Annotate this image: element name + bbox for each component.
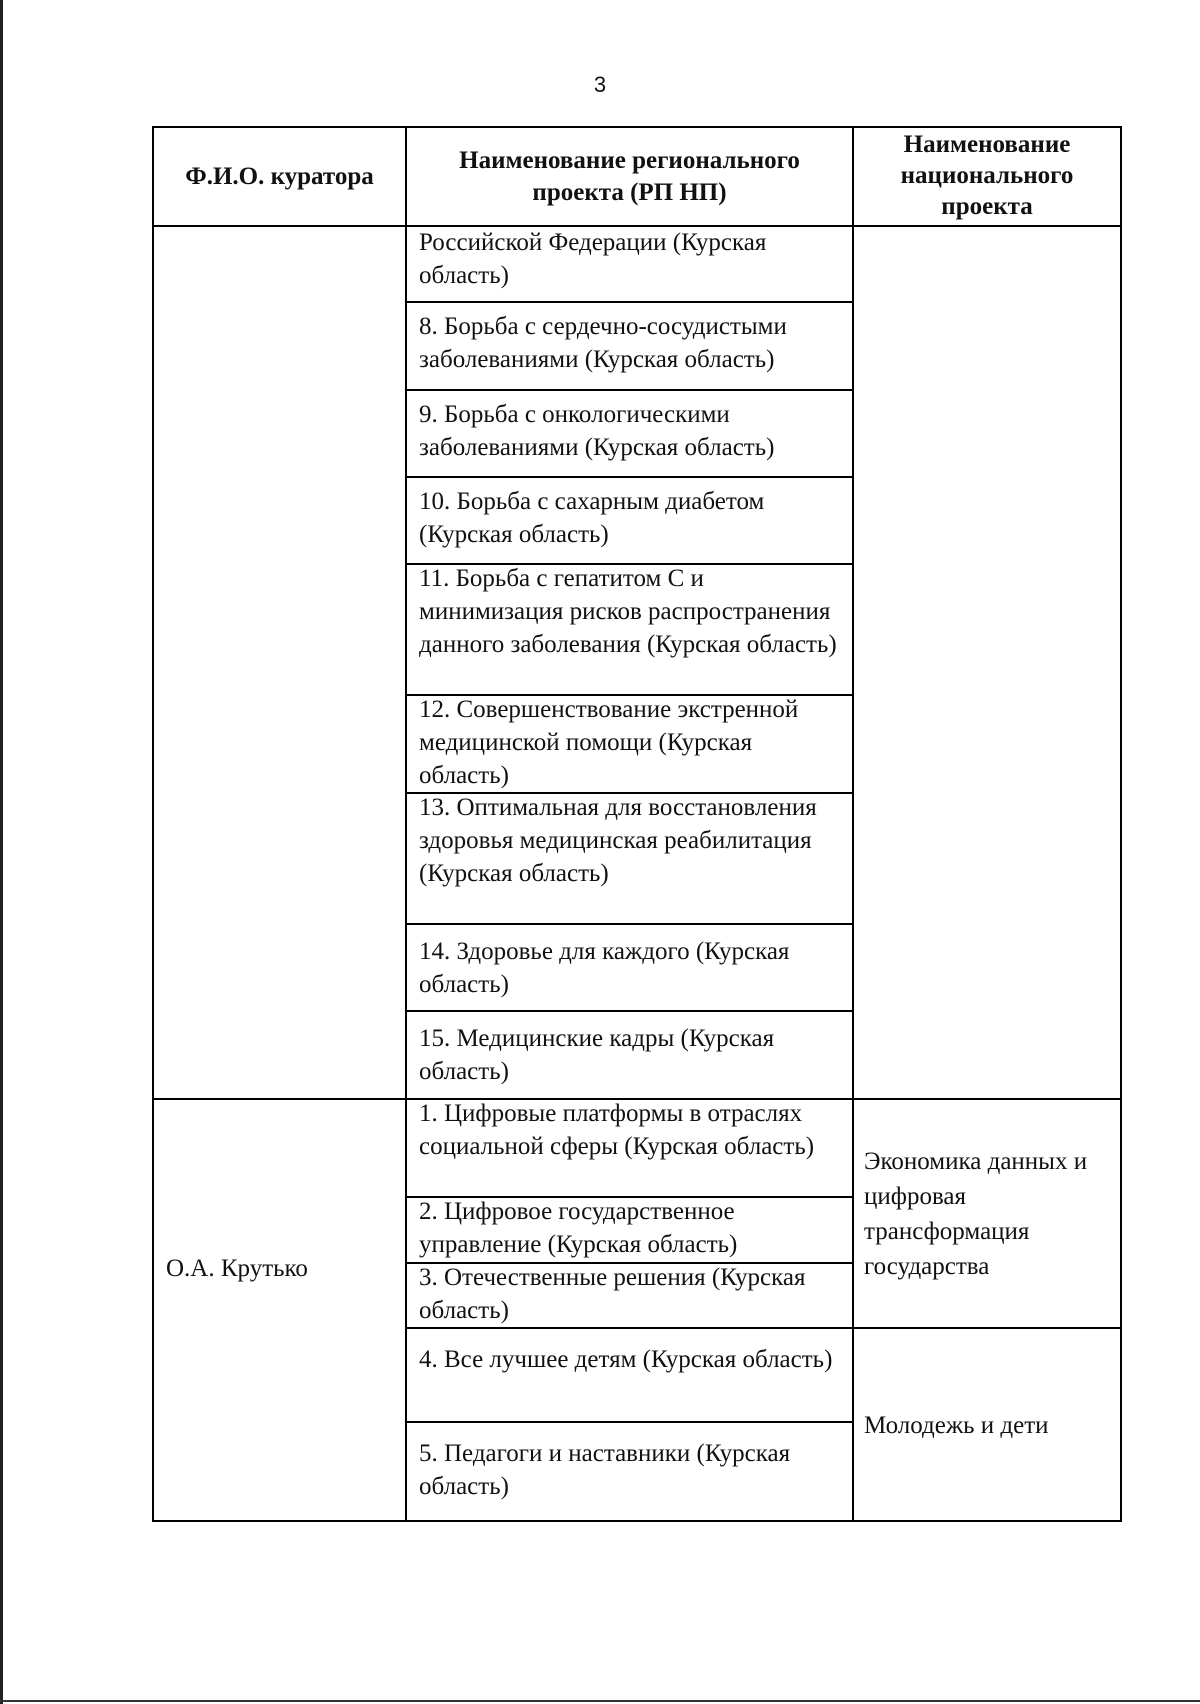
project-cell: 5. Педагоги и наставники (Курская область) — [419, 1440, 791, 1500]
project-cell: 2. Цифровое государственное управление (Курская область) — [419, 1198, 738, 1258]
project-cell: 3. Отечественные решения (Курская область) — [419, 1264, 806, 1324]
header-regional-project: Наименование регионального проекта (РП НП) — [459, 146, 800, 206]
project-cell: 12. Совершенствование экстренной медицинской помощи (Курская область) — [419, 696, 799, 789]
national-project-cell: Экономика данных и цифровая трансформация государства — [864, 1148, 1088, 1280]
project-cell: 15. Медицинские кадры (Курская область) — [419, 1025, 775, 1085]
national-project-cell: Молодежь и дети — [864, 1411, 1049, 1439]
project-cell: 13. Оптимальная для восстановления здоровья медицинская реабилитация (Курская область) — [419, 794, 817, 887]
page-number: 3 — [593, 72, 607, 97]
project-cell: Российской Федерации (Курская область) — [419, 229, 767, 289]
project-cell: 9. Борьба с онкологическими заболеваниями (Курская область) — [419, 401, 775, 461]
curator-name: О.А. Крутько — [166, 1254, 308, 1282]
header-curator: Ф.И.О. куратора — [185, 162, 374, 190]
project-cell: 11. Борьба с гепатитом С и минимизация рисков распространения данного заболевания (Курская область) — [419, 565, 837, 658]
header-national-project: Наименование национального проекта — [900, 131, 1074, 220]
project-cell: 14. Здоровье для каждого (Курская область) — [419, 938, 790, 998]
project-cell: 10. Борьба с сахарным диабетом (Курская область) — [419, 488, 765, 548]
project-cell: 1. Цифровые платформы в отраслях социальной сферы (Курская область) — [419, 1100, 815, 1160]
project-cell: 8. Борьба с сердечно-сосудистыми заболеваниями (Курская область) — [419, 313, 787, 373]
project-cell: 4. Все лучшее детям (Курская область) — [419, 1346, 833, 1373]
